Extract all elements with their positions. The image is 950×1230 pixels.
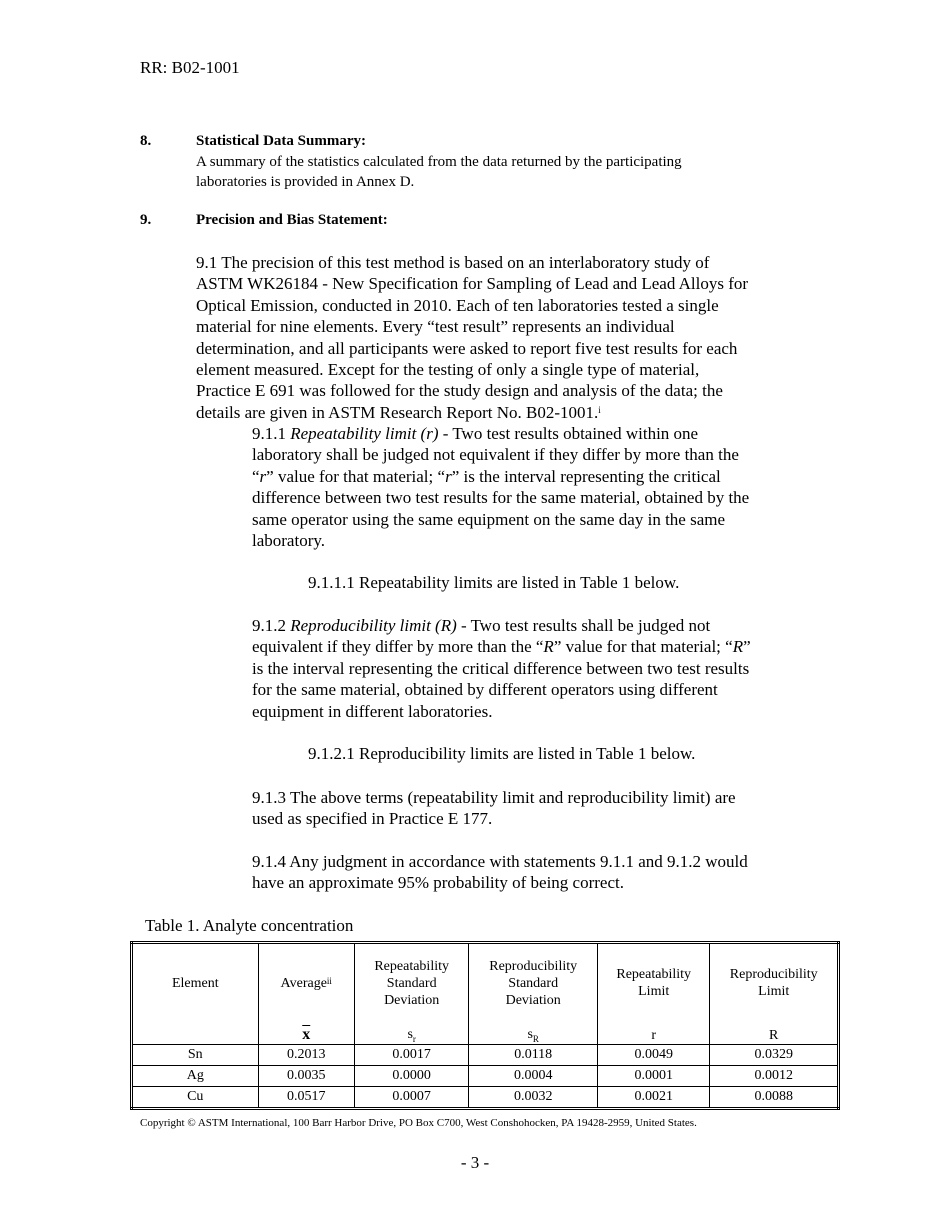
section-8-number: 8. [140,133,152,149]
sr-base: s [407,1027,413,1043]
footnote-i-mark: i [598,404,601,415]
header-text: Deviation [505,992,561,1008]
p91-line: element measured. Except for the testing of only a single type of material, [196,360,700,380]
cell-r: 0.0049 [597,1045,709,1066]
p911-text: ” is the interval representing the critical [451,466,721,486]
header-average-text: Average [280,975,327,991]
cell-sR: 0.0118 [469,1045,598,1066]
p912-num: 9.1.2 [252,616,291,635]
p91-line: 9.1 The precision of this test method is based on an interlaboratory study of [196,253,710,272]
symbol-element-empty [132,1022,259,1045]
cell-r: 0.0001 [597,1066,709,1087]
header-text: Reproducibility [489,958,578,974]
table-row [132,1087,839,1109]
paragraph-9-1-2-1: 9.1.2.1 Reproducibility limits are listed in Table 1 below. [308,744,696,763]
header-average [258,943,354,1023]
cell-average: 0.2013 [258,1045,354,1066]
cell-sR: 0.0004 [469,1066,598,1087]
table-caption: Table 1. Analyte concentration [145,916,354,935]
cell-R: 0.0329 [710,1045,839,1066]
sR-sub: R [532,1034,539,1044]
p912-term: Reproducibility limit (R) [290,616,457,635]
p912-text: - Two test results shall be judged not [456,616,711,635]
header-text: Repeatability [616,967,692,982]
p911-text: ” value for that material; “ [266,466,446,486]
symbol-sR [469,1022,598,1045]
cell-element: Sn [132,1045,259,1066]
section-8-line-1: A summary of the statistics calculated from the data returned by the participating [196,154,682,170]
cell-element: Cu [132,1087,259,1109]
section-9-number: 9. [140,212,152,228]
sR-base: s [527,1027,533,1043]
p911-num: 9.1.1 [252,424,291,443]
header-text: Deviation [384,992,440,1008]
p911-line: difference between two test results for the same material, obtained by the [252,488,750,508]
paragraph-9-1-4 [252,851,748,894]
analyte-table [130,941,840,1110]
cell-R: 0.0012 [710,1066,839,1087]
copyright-notice: Copyright © ASTM International, 100 Barr Harbor Drive, PO Box C700, West Conshohocken, PA 19428-2959, United States. [140,1117,697,1129]
header-text: Limit [758,984,790,999]
p913-line: used as specified in Practice E 177. [252,809,493,829]
p914-line: 9.1.4 Any judgment in accordance with statements 9.1.1 and 9.1.2 would [252,852,748,871]
p911-term: Repeatability limit (r) [290,424,439,443]
footnote-ii-mark: ii [326,975,332,986]
p912-text: ” value for that material; “ [553,637,733,657]
p91-line [196,402,748,423]
p913-line: 9.1.3 The above terms (repeatability limit and reproducibility limit) are [252,788,736,807]
header-text: Limit [638,984,670,999]
section-8-body [196,152,682,192]
p911-text: - Two test results obtained within one [438,424,699,443]
symbol-R: R [710,1022,839,1045]
symbol-xbar [258,1022,354,1045]
p912-line: for the same material, obtained by different operators using different [252,680,718,700]
paragraph-9-1-3 [252,787,736,830]
p91-line: determination, and all participants were asked to report five test results for each [196,338,738,358]
p912-line [252,636,751,657]
header-element: Element [132,943,259,1023]
paragraph-9-1-1 [252,423,749,551]
p911-line: laboratory. [252,531,326,551]
p912-text: equivalent if they differ by more than the “ [252,637,544,657]
sr-sub: r [412,1034,416,1044]
p91-line: ASTM WK26184 - New Specification for Sampling of Lead and Lead Alloys for [196,274,749,294]
header-repeatability-limit [597,943,709,1023]
cell-sr: 0.0017 [354,1045,468,1066]
header-reproducibility-sd [469,943,598,1023]
section-8-line-2: laboratories is provided in Annex D. [196,174,415,190]
p911-line: same operator using the same equipment on the same day in the same [252,509,726,529]
cell-average: 0.0035 [258,1066,354,1087]
cell-sR: 0.0032 [469,1087,598,1109]
report-id-header: RR: B02-1001 [140,58,240,77]
header-text: Reproducibility [729,967,818,982]
p91-line: Optical Emission, conducted in 2010. Each of ten laboratories tested a single [196,295,719,315]
header-reproducibility-limit [710,943,839,1023]
p912-R: R [732,637,744,657]
xbar-symbol: $\overline{x}$ [302,1026,311,1043]
table-row [132,1066,839,1087]
cell-r: 0.0021 [597,1087,709,1109]
header-repeatability-sd [354,943,468,1023]
p911-line: laboratory shall be judged not equivalent if they differ by more than the [252,445,739,465]
p911-r: r [259,466,267,486]
cell-R: 0.0088 [710,1087,839,1109]
p912-quote: ” [743,637,751,657]
header-text: Standard [508,975,559,991]
p912-line: is the interval representing the critical difference between two test results [252,658,750,678]
p912-R: R [543,637,554,657]
symbol-sr [354,1022,468,1045]
header-text: Standard [386,975,437,991]
p912-line: equipment in different laboratories. [252,701,493,721]
cell-sr: 0.0007 [354,1087,468,1109]
paragraph-9-1 [196,252,748,423]
cell-element: Ag [132,1066,259,1087]
page-number: - 3 - [460,1153,490,1172]
paragraph-9-1-2 [252,615,751,722]
table-row [132,1045,839,1066]
p911-r: r [445,466,452,486]
p914-line: have an approximate 95% probability of being correct. [252,873,624,893]
header-text: Repeatability [374,958,449,974]
symbol-r: r [597,1022,709,1045]
p91-line: material for nine elements. Every “test result” represents an individual [196,317,675,337]
p911-line [252,466,749,487]
section-9-title: Precision and Bias Statement: [196,212,388,228]
cell-average: 0.0517 [258,1087,354,1109]
paragraph-9-1-1-1: 9.1.1.1 Repeatability limits are listed in Table 1 below. [308,573,680,592]
section-8-title: Statistical Data Summary: [196,133,366,149]
p91-last-text: details are given in ASTM Research Report No. B02-1001. [196,402,599,422]
p91-line: Practice E 691 was followed for the study design and analysis of the data; the [196,381,723,401]
cell-sr: 0.0000 [354,1066,468,1087]
p911-quote: “ [252,466,260,486]
